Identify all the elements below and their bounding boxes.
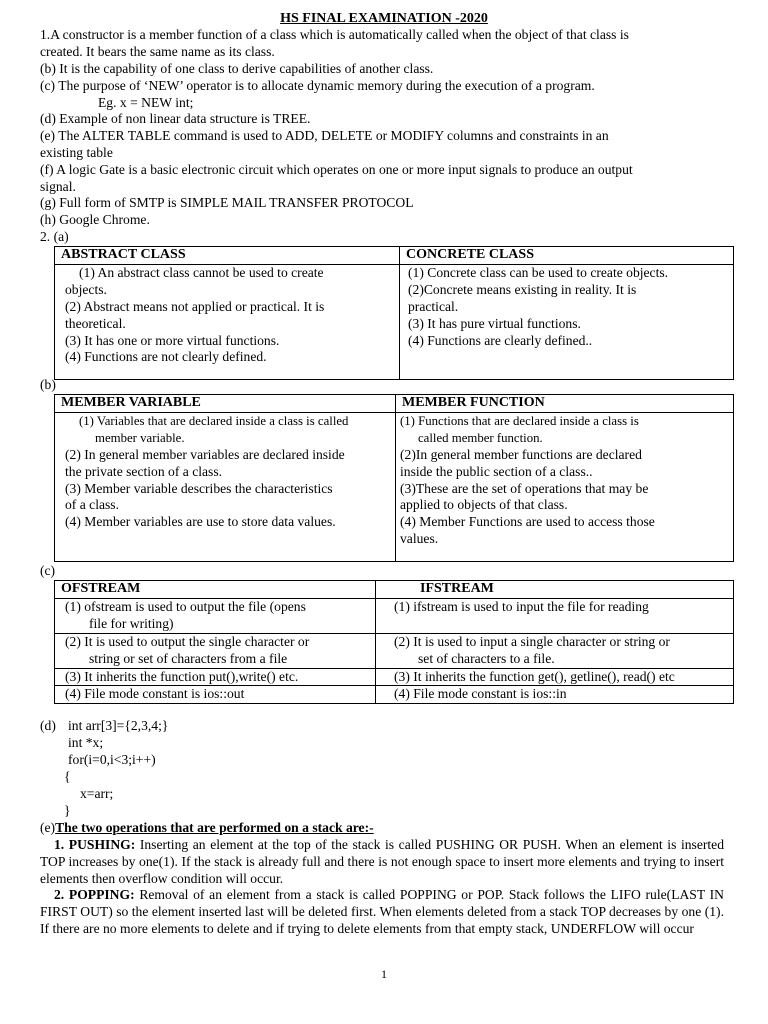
ofstream-item: (3) It inherits the function put(),write() etc.	[65, 668, 299, 684]
table-header-ofstream: OFSTREAM	[55, 581, 376, 599]
table-row	[55, 668, 734, 686]
abstract-item: (4) Functions are not clearly defined.	[65, 349, 267, 365]
q1-c-example: Eg. x = NEW int;	[98, 95, 194, 110]
concrete-item: (2)Concrete means existing in reality. It is	[408, 281, 637, 297]
ofstream-item-cont: string or set of characters from a file	[89, 650, 288, 666]
ifstream-cell	[376, 598, 734, 633]
ifstream-item: (4) File mode constant is ios::in	[394, 686, 567, 702]
ifstream-cell	[376, 633, 734, 668]
abstract-item: (3) It has one or more virtual functions.	[65, 332, 280, 348]
concrete-cell	[400, 264, 734, 379]
ifstream-cell	[376, 668, 734, 686]
q1-f-line1: (f) A logic Gate is a basic electronic circuit which operates on one or more input signals to produce an output	[40, 162, 633, 177]
pushing-paragraph	[40, 837, 724, 887]
concrete-item: practical.	[408, 298, 459, 314]
q2-a-label: 2. (a)	[40, 229, 69, 244]
table-header-row	[55, 581, 734, 599]
ofstream-item: (2) It is used to output the single character or	[65, 633, 310, 649]
pushing-label: 1. PUSHING:	[54, 837, 136, 852]
ifstream-item: (2) It is used to input a single character or string or	[394, 633, 670, 649]
member-variable-item: member variable.	[95, 430, 185, 445]
popping-paragraph	[40, 887, 724, 937]
q1-a-line1: 1.A constructor is a member function of a class which is automatically called when the object of that class is	[40, 27, 629, 42]
table-row	[55, 264, 734, 379]
ofstream-cell	[55, 633, 376, 668]
member-variable-item: of a class.	[65, 497, 119, 513]
popping-label: 2. POPPING:	[54, 887, 135, 902]
abstract-item: theoretical.	[65, 315, 126, 331]
concrete-item: (1) Concrete class can be used to create objects.	[408, 264, 669, 280]
q1-d: (d) Example of non linear data structure is TREE.	[40, 111, 311, 126]
table-header-concrete: CONCRETE CLASS	[400, 247, 734, 265]
q1-a-line2: created. It bears the same name as its class.	[40, 44, 275, 59]
member-variable-item: (4) Member variables are use to store data values.	[65, 514, 336, 530]
member-function-item: (3)These are the set of operations that may be	[400, 480, 649, 496]
page-title: HS FINAL EXAMINATION -2020	[280, 11, 488, 26]
table-header-ifstream: IFSTREAM	[376, 581, 734, 599]
q1-f-line2: signal.	[40, 179, 76, 194]
code-line: }	[64, 803, 71, 818]
ofstream-item-cont: file for writing)	[89, 615, 174, 631]
q1-h: (h) Google Chrome.	[40, 212, 150, 227]
abstract-cell	[55, 264, 400, 379]
table-header-row	[55, 247, 734, 265]
q1-g: (g) Full form of SMTP is SIMPLE MAIL TRANSFER PROTOCOL	[40, 195, 414, 210]
q1-c: (c) The purpose of ‘NEW’ operator is to allocate dynamic memory during the execution of a program.	[40, 78, 595, 93]
member-variable-item: the private section of a class.	[65, 463, 223, 479]
member-function-item: (2)In general member functions are declared	[400, 446, 642, 462]
member-function-cell	[396, 412, 734, 561]
pushing-text: Inserting an element at the top of the stack is called PUSHING OR PUSH. When an element is inserted TOP increases by one(1). If the stack is already full and there is not enough space to insert more elements and trying to insert elements then overflow condition will occur.	[40, 837, 724, 886]
q2-e-label: (e)	[40, 820, 56, 835]
ofstream-cell	[55, 686, 376, 704]
table-header-member-function: MEMBER FUNCTION	[396, 395, 734, 413]
concrete-item: (3) It has pure virtual functions.	[408, 315, 581, 331]
member-function-item: (4) Member Functions are used to access those	[400, 514, 655, 530]
abstract-item: (1) An abstract class cannot be used to create	[79, 264, 324, 280]
table-row	[55, 686, 734, 704]
q2-d-label: (d)	[40, 718, 56, 733]
code-line: int *x;	[68, 735, 104, 750]
member-function-item: applied to objects of that class.	[400, 497, 568, 513]
abstract-item: (2) Abstract means not applied or practical. It is	[65, 298, 325, 314]
q2-e-heading: The two operations that are performed on a stack are:-	[55, 820, 374, 835]
member-function-item: called member function.	[418, 430, 543, 445]
ofstream-cell	[55, 668, 376, 686]
code-line: {	[64, 769, 71, 784]
table-header-row	[55, 395, 734, 413]
q1-b: (b) It is the capability of one class to derive capabilities of another class.	[40, 61, 434, 76]
member-function-item: values.	[400, 531, 439, 547]
code-line: for(i=0,i<3;i++)	[68, 752, 156, 767]
q2-e-heading-line	[40, 820, 374, 837]
concrete-item: (4) Functions are clearly defined..	[408, 332, 593, 348]
page-number: 1	[381, 967, 387, 981]
ofstream-item: (1) ofstream is used to output the file (opens	[65, 598, 306, 614]
member-variable-cell	[55, 412, 396, 561]
q2-c-label: (c)	[40, 563, 56, 578]
ofstream-cell	[55, 598, 376, 633]
table-header-abstract: ABSTRACT CLASS	[55, 247, 400, 265]
table-row	[55, 633, 734, 668]
member-variable-item: (2) In general member variables are declared inside	[65, 446, 345, 462]
table-header-member-variable: MEMBER VARIABLE	[55, 395, 396, 413]
member-function-item: inside the public section of a class..	[400, 463, 593, 479]
member-variable-vs-function-table	[54, 394, 734, 562]
member-function-item: (1) Functions that are declared inside a class is	[400, 413, 639, 428]
table-row	[55, 412, 734, 561]
code-line: int arr[3]={2,3,4;}	[68, 718, 169, 733]
abstract-vs-concrete-table	[54, 246, 734, 380]
ofstream-vs-ifstream-table	[54, 580, 734, 704]
code-line: x=arr;	[80, 786, 114, 801]
popping-text: Removal of an element from a stack is called POPPING or POP. Stack follows the LIFO rule(LAST IN FIRST OUT) so the element inserted last will be deleted first. When elements deleted from a stack TOP decreases by one (1). If there are no more elements to delete and if trying to delete elements from that empty stack, UNDERFLOW will occur	[40, 887, 724, 936]
member-variable-item: (3) Member variable describes the characteristics	[65, 480, 333, 496]
table-row	[55, 598, 734, 633]
ifstream-item-cont: set of characters to a file.	[418, 650, 555, 666]
ifstream-item: (3) It inherits the function get(), getline(), read() etc	[394, 668, 675, 684]
abstract-item: objects.	[65, 281, 107, 297]
ifstream-cell	[376, 686, 734, 704]
member-variable-item: (1) Variables that are declared inside a class is called	[79, 413, 349, 428]
ifstream-item: (1) ifstream is used to input the file for reading	[394, 598, 649, 614]
q1-e-line2: existing table	[40, 145, 113, 160]
q1-e-line1: (e) The ALTER TABLE command is used to ADD, DELETE or MODIFY columns and constraints in an	[40, 128, 609, 143]
q2-b-label: (b)	[40, 377, 56, 392]
ofstream-item: (4) File mode constant is ios::out	[65, 686, 245, 702]
